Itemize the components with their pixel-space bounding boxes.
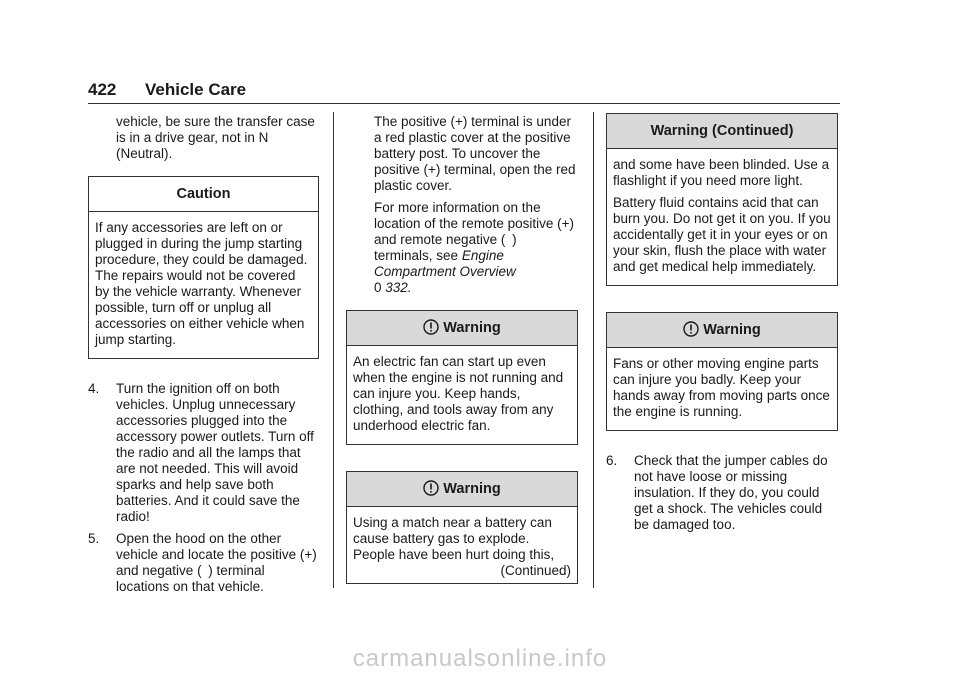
step-5-number: 5. — [88, 531, 100, 546]
page-ref-number[interactable]: 332 — [385, 280, 408, 295]
warning-match-body: Using a match near a battery can cause battery gas to explode. People have been hurt doing this, — [353, 515, 555, 562]
warning-match-header — [347, 472, 577, 507]
column-divider-1 — [333, 112, 334, 588]
warning-moving-body: Fans or other moving engine parts can injure you badly. Keep your hands away from moving parts once the engine is running. — [613, 356, 830, 419]
step-5-text: Open the hood on the other vehicle and locate the positive (+) and negative ( ) terminal locations on that vehicle. — [116, 531, 317, 594]
warning-match-title: Warning — [443, 481, 501, 497]
warning-fan-body: An electric fan can start up even when the engine is not running and can injure you. Keep hands, clothing, and tools away from any underhood electric fan. — [353, 354, 564, 433]
step-4-number: 4. — [88, 381, 100, 396]
warning-continued-title: Warning (Continued) — [607, 114, 837, 149]
watermark: carmanualsonline.info — [352, 645, 608, 672]
warning-moving-header — [607, 313, 837, 348]
step-4-text: Turn the ignition off on both vehicles. Unplug unnecessary accessories plugged into the accessory power outlets. Turn off the radio and all the lamps that are not needed. This will avoid sparks and help save both batteries. And it could save the radio! — [116, 381, 314, 524]
column-divider-2 — [593, 112, 594, 588]
warning-continued-para2: Battery fluid contains acid that can burn you. Do not get it on you. If you accidentally get it in your eyes or on your skin, flush the place with water and get medical help immediately. — [613, 195, 831, 274]
step-5 — [88, 531, 319, 595]
warning-continued-para1: and some have been blinded. Use a flashlight if you need more light. — [613, 157, 830, 188]
warning-box-moving-parts — [606, 312, 838, 431]
engine-compartment-link[interactable]: Engine Compartment Overview — [374, 248, 516, 279]
warning-box-continued — [606, 113, 838, 286]
more-info-text: For more information on the location of the remote positive (+) and remote negative ( ) terminals, see — [374, 200, 574, 263]
warning-box-fan — [346, 310, 578, 445]
step-6 — [606, 453, 838, 533]
section-title: Vehicle Care — [145, 80, 247, 99]
caution-title: Caution — [89, 177, 318, 212]
warning-icon — [423, 480, 439, 496]
column-2 — [346, 114, 578, 606]
column-1 — [88, 114, 319, 601]
page-ref-icon: 0 — [374, 280, 382, 295]
positive-terminal-paragraph: The positive (+) terminal is under a red plastic cover at the positive battery post. To uncover the positive (+) terminal, open the red plastic cover. — [374, 114, 576, 193]
continued-paragraph: vehicle, be sure the transfer case is in a drive gear, not in N (Neutral). — [116, 114, 315, 161]
caution-body: If any accessories are left on or plugged in during the jump starting procedure, they could be damaged. The repairs would not be covered by the vehicle warranty. Whenever possible, turn off or unplug all accessories on either vehicle when jump starting. — [95, 220, 308, 347]
step-6-text: Check that the jumper cables do not have loose or missing insulation. If they do, you could get a shock. The vehicles could be damaged too. — [634, 453, 828, 532]
step-4 — [88, 381, 319, 525]
more-info-paragraph: For more information on the location of the remote positive (+) and remote negative ( ) terminals, see Engine Compartment Overview 0 332. — [374, 200, 574, 295]
header-rule — [88, 103, 840, 104]
page-number: 422 — [88, 80, 117, 99]
continued-label: (Continued) — [500, 563, 571, 578]
warning-fan-title: Warning — [443, 320, 501, 336]
column-3 — [606, 113, 838, 539]
warning-moving-title: Warning — [703, 322, 761, 338]
warning-fan-header — [347, 311, 577, 346]
warning-icon — [683, 321, 699, 337]
warning-box-match — [346, 471, 578, 584]
step-6-number: 6. — [606, 453, 618, 468]
caution-box — [88, 176, 319, 359]
warning-icon — [423, 319, 439, 335]
